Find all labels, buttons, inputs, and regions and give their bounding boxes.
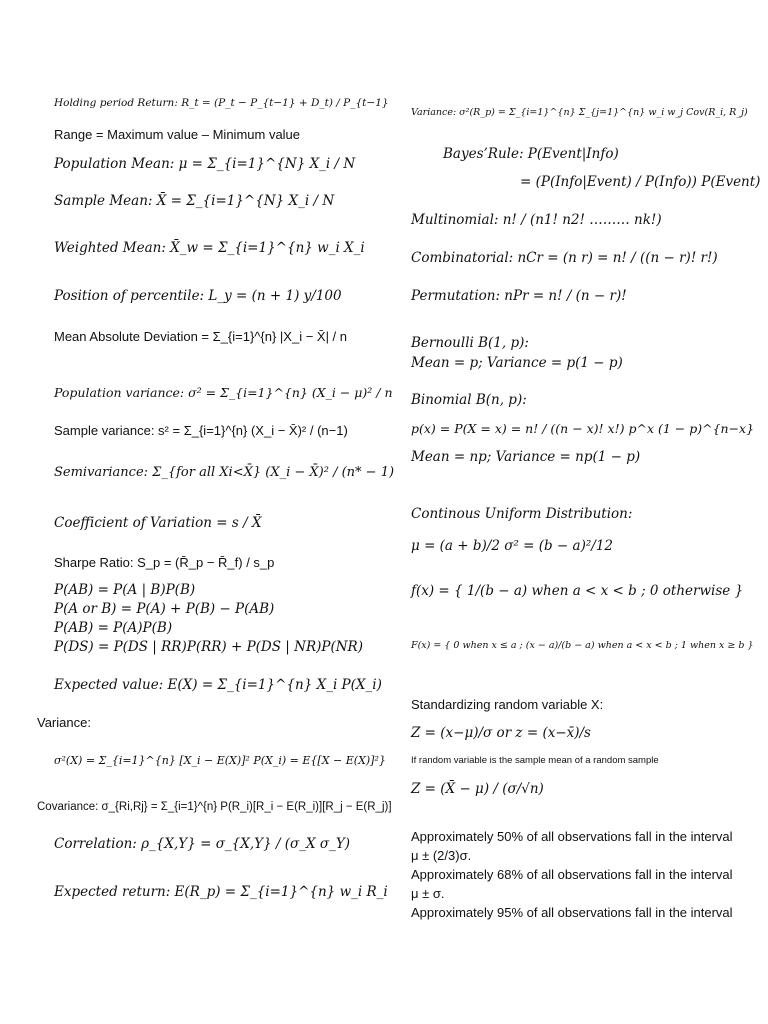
formula-correlation: Correlation: ρ_{X,Y} = σ_{X,Y} / (σ_X σ_Y) [54, 836, 351, 852]
rule-50-interval: μ ± (2/3)σ. [411, 848, 472, 863]
rule-50-text: Approximately 50% of all observations fall in the interval [411, 829, 733, 844]
formula-expected-return: Expected return: E(R_p) = Σ_{i=1}^{n} w_i R_i [54, 884, 388, 900]
formula-bernoulli: Bernoulli B(1, p): [411, 335, 529, 351]
formula-prob-ab: P(AB) = P(A | B)P(B) [54, 582, 196, 598]
standardizing-title: Standardizing random variable X: [411, 697, 604, 712]
formula-standardizing: Z = (x−μ)/σ or z = (x−x̄)/s [411, 725, 591, 741]
formula-bayes-rule-continued: = (P(Info|Event) / P(Info)) P(Event) [520, 174, 761, 190]
rule-68-interval: μ ± σ. [411, 886, 445, 901]
rule-95-text: Approximately 95% of all observations fall in the interval [411, 905, 733, 920]
formula-range: Range = Maximum value – Minimum value [54, 127, 301, 142]
formula-covariance: Covariance: σ_{Ri,Rj} = Σ_{i=1}^{n} P(R_i)[R_i − E(R_i)][R_j − E(R_j)] [37, 801, 392, 813]
formula-population-mean: Population Mean: μ = Σ_{i=1}^{N} X_i / N [54, 156, 356, 172]
formula-position-of-percentile: Position of percentile: L_y = (n + 1) y/100 [54, 288, 342, 304]
variance-label: Variance: [37, 715, 91, 730]
formula-binomial: Binomial B(n, p): [411, 392, 527, 408]
formula-weighted-mean: Weighted Mean: X̄_w = Σ_{i=1}^{n} w_i X_i [54, 240, 365, 256]
formula-portfolio-variance: Variance: σ²(R_p) = Σ_{i=1}^{n} Σ_{j=1}^{n} w_i w_j Cov(R_i, R_j) [411, 107, 748, 118]
formula-prob-a-or-b: P(A or B) = P(A) + P(B) − P(AB) [54, 601, 275, 617]
formula-expected-value: Expected value: E(X) = Σ_{i=1}^{n} X_i P(X_i) [54, 677, 382, 693]
formula-variance: σ²(X) = Σ_{i=1}^{n} [X_i − E(X)]² P(X_i) = E{[X − E(X)]²} [54, 754, 386, 767]
formula-uniform-cdf: F(x) = { 0 when x ≤ a ; (x − a)/(b − a) when a < x < b ; 1 when x ≥ b } [411, 640, 754, 651]
formula-permutation: Permutation: nPr = n! / (n − r)! [411, 288, 627, 304]
formula-uniform-title: Continous Uniform Distribution: [411, 506, 633, 522]
formula-holding-period-return: Holding period Return: R_t = (P_t − P_{t−1} + D_t) / P_{t−1} [54, 97, 389, 109]
formula-binomial-stats: Mean = np; Variance = np(1 − p) [411, 449, 641, 465]
formula-multinomial: Multinomial: n! / (n1! n2! ……… nk!) [411, 212, 662, 228]
formula-uniform-mean-variance: μ = (a + b)/2 σ² = (b − a)²/12 [411, 538, 613, 554]
sample-mean-note: If random variable is the sample mean of a random sample [411, 755, 659, 766]
formula-population-variance: Population variance: σ² = Σ_{i=1}^{n} (X_i − μ)² / n [54, 385, 393, 400]
formula-combinatorial: Combinatorial: nCr = (n r) = n! / ((n − r)! r!) [411, 250, 718, 266]
formula-z-sample-mean: Z = (X̄ − μ) / (σ/√n) [411, 781, 544, 797]
formula-bernoulli-stats: Mean = p; Variance = p(1 − p) [411, 355, 623, 371]
formula-binomial-pmf: p(x) = P(X = x) = n! / ((n − x)! x!) p^x (1 − p)^{n−x} [411, 421, 755, 436]
formula-uniform-pdf: f(x) = { 1/(b − a) when a < x < b ; 0 otherwise } [411, 583, 744, 599]
formula-sample-mean: Sample Mean: X̄ = Σ_{i=1}^{N} X_i / N [54, 193, 335, 209]
formula-sample-variance: Sample variance: s² = Σ_{i=1}^{n} (X_i − X̄)² / (n−1) [54, 423, 348, 438]
formula-semivariance: Semivariance: Σ_{for all Xi<X̄} (X_i − X̄)² / (n* − 1) [54, 465, 395, 480]
formula-prob-ab-independent: P(AB) = P(A)P(B) [54, 620, 173, 636]
formula-sharpe-ratio: Sharpe Ratio: S_p = (R̄_p − R̄_f) / s_p [54, 555, 275, 570]
formula-mean-absolute-deviation: Mean Absolute Deviation = Σ_{i=1}^{n} |X_i − X̄| / n [54, 329, 348, 344]
formula-bayes-rule: Bayes’Rule: P(Event|Info) [443, 146, 619, 162]
formula-prob-ds: P(DS) = P(DS | RR)P(RR) + P(DS | NR)P(NR) [54, 639, 363, 655]
formula-coefficient-of-variation: Coefficient of Variation = s / X̄ [54, 515, 262, 531]
rule-68-text: Approximately 68% of all observations fall in the interval [411, 867, 733, 882]
